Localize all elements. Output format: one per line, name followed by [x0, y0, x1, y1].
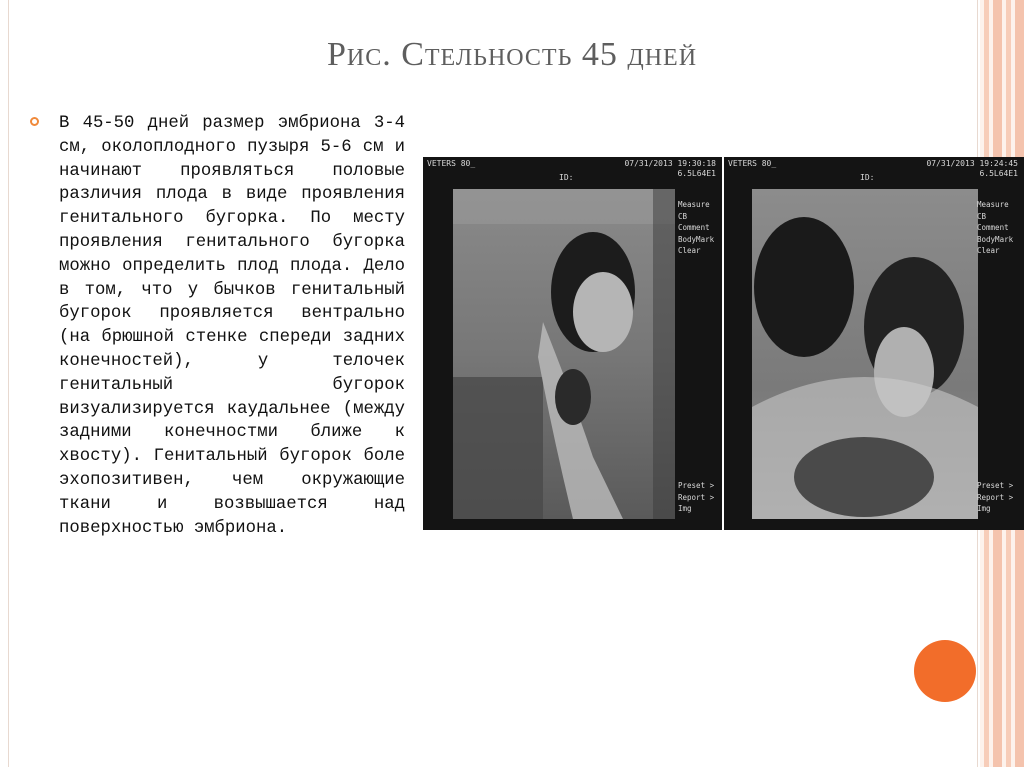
- datetime: [926, 159, 1018, 179]
- ultrasound-menu-right-bottom: [977, 480, 1013, 515]
- menu-item: Clear: [678, 246, 701, 255]
- datetime: [624, 159, 716, 179]
- device-label: VETERS 80_: [427, 159, 476, 168]
- menu-item: Preset >: [977, 481, 1014, 490]
- scan-time: 19:24:45: [979, 159, 1018, 168]
- ultrasound-image-right: [724, 157, 1024, 530]
- ultrasound-menu-right: [977, 199, 1013, 257]
- slide-title: Рис. Стельность 45 дней: [326, 36, 698, 73]
- menu-item: Img: [678, 504, 692, 513]
- ultrasound-header-right: [728, 159, 1020, 185]
- probe-code: 6.5L64E1: [979, 169, 1018, 178]
- menu-item: Comment: [678, 223, 710, 232]
- menu-item: Img: [977, 504, 991, 513]
- menu-item: Measure: [977, 200, 1009, 209]
- menu-item: Report >: [977, 492, 1014, 502]
- id-label: ID:: [559, 173, 574, 182]
- menu-item: Comment: [977, 223, 1009, 232]
- device-label: VETERS 80_: [728, 159, 777, 168]
- menu-item: BodyMark: [977, 234, 1014, 244]
- ultrasound-menu-left-bottom: [678, 480, 714, 515]
- id-label: ID:: [860, 173, 875, 182]
- body-paragraph: В 45-50 дней размер эмбриона 3-4 см, околоплодного пузыря 5-6 см и начинают проявляться половые различия плода в виде проявления генитального бугорка. По месту проявления генитального бугорка можно определить плод плода. Дело в том, что у бычков генитальный бугорок проявляется вентрально (на брюшной стенке спереди задних конечностей), у телочек генитальный бугорок визуализируется каудальнее (между задними конечностми ближе к хвосту). Генитальный бугорок боле эхопозитивен, чем окружающие ткани и возвышается над поверхностью эмбриона.: [59, 114, 405, 538]
- probe-code: 6.5L64E1: [677, 169, 716, 178]
- menu-item: Report >: [678, 492, 715, 502]
- decorative-circle: [914, 640, 976, 702]
- menu-item: CB: [977, 211, 987, 221]
- menu-item: Measure: [678, 200, 710, 209]
- ultrasound-header-left: [427, 159, 718, 185]
- scan-time: 19:30:18: [677, 159, 716, 168]
- menu-item: Preset >: [678, 481, 715, 490]
- menu-item: BodyMark: [678, 234, 715, 244]
- scan-date: 07/31/2013: [624, 159, 673, 168]
- scan-date: 07/31/2013: [926, 159, 975, 168]
- bullet-icon: [30, 117, 39, 126]
- ultrasound-menu-left: [678, 199, 714, 257]
- menu-item: CB: [678, 211, 688, 221]
- ultrasound-image-left: [423, 157, 722, 530]
- menu-item: Clear: [977, 246, 1000, 255]
